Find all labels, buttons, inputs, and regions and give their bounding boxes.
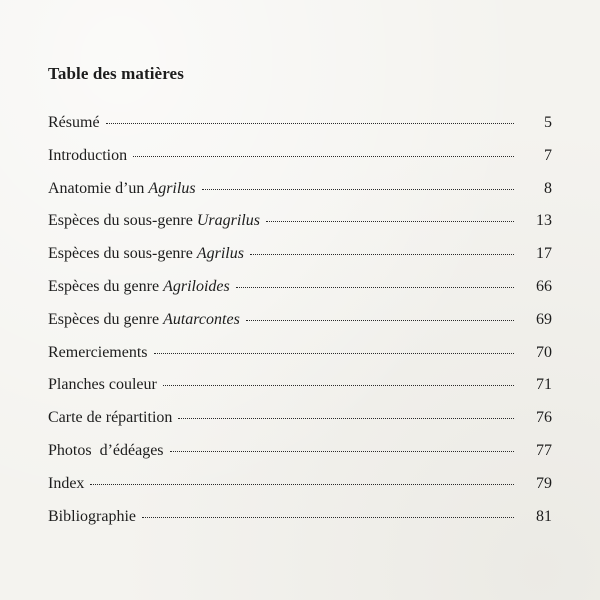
toc-entry-page: 69 [536, 310, 552, 328]
toc-entry-page: 17 [536, 245, 552, 263]
toc-entry-text: Espèces du sous-genre [48, 245, 197, 263]
toc-entry-text: Bibliographie [48, 507, 136, 525]
toc-entry [48, 244, 552, 277]
toc-list [48, 113, 552, 539]
toc-entry [48, 211, 552, 244]
dot-leader [170, 451, 514, 452]
dot-leader [250, 254, 514, 255]
toc-entry-page: 13 [536, 212, 552, 230]
toc-entry-label [48, 211, 260, 231]
toc-entry-page: 5 [544, 114, 552, 131]
dot-leader [163, 385, 514, 386]
toc-entry [48, 343, 552, 376]
toc-entry-page: 7 [544, 146, 552, 164]
toc-entry-label [48, 146, 127, 166]
toc-entry [48, 146, 552, 179]
toc-entry-text: Introduction [48, 146, 128, 164]
toc-entry-text: Index [48, 474, 85, 492]
toc-title: Table des matières [48, 64, 184, 83]
toc-entry-page: 81 [536, 507, 552, 525]
toc-entry-label [48, 408, 172, 428]
dot-leader [266, 221, 514, 222]
dot-leader [142, 517, 514, 518]
toc-entry [48, 441, 552, 474]
toc-entry-page: 77 [536, 441, 552, 459]
toc-entry-label [48, 507, 136, 527]
toc-entry-label [48, 310, 240, 330]
toc-entry-page: 66 [536, 277, 552, 295]
toc-entry-label [48, 179, 196, 199]
toc-entry-text: Espèces du genre [48, 277, 164, 295]
toc-entry-page: 76 [536, 409, 552, 427]
toc-entry-genus: Agrilus [196, 245, 244, 263]
toc-entry-text: Espèces du sous-genre [48, 212, 197, 230]
toc-entry-label [48, 244, 244, 264]
dot-leader [236, 287, 514, 288]
toc-entry-label [48, 113, 100, 133]
toc-entry-page: 8 [544, 179, 552, 197]
toc-entry [48, 277, 552, 310]
toc-entry-genus: Uragrilus [196, 212, 260, 230]
toc-entry-page: 70 [536, 343, 552, 361]
toc-entry-label [48, 375, 157, 395]
toc-entry-genus: Autarcontes [163, 310, 240, 328]
dot-leader [154, 353, 514, 354]
toc-entry-text: Espèces du genre [48, 310, 164, 328]
dot-leader [90, 484, 514, 485]
dot-leader [202, 189, 514, 190]
toc-entry-text: Remerciements [48, 343, 148, 361]
toc-entry [48, 113, 552, 146]
toc-entry-genus: Agrilus [148, 179, 196, 197]
toc-entry-page: 71 [536, 376, 552, 394]
dot-leader [133, 156, 514, 157]
toc-entry-text: Carte de répartition [48, 409, 173, 427]
toc-entry-page: 79 [536, 474, 552, 492]
toc-entry-text: Anatomie d’un [48, 179, 149, 197]
toc-entry-label [48, 277, 230, 297]
toc-entry [48, 375, 552, 408]
dot-leader [246, 320, 514, 321]
toc-entry-label [48, 474, 84, 494]
toc-entry-label [48, 343, 148, 363]
toc-entry [48, 474, 552, 507]
toc-entry-text: Photos d’édéages [48, 441, 164, 459]
toc-entry [48, 310, 552, 343]
toc-entry [48, 507, 552, 540]
toc-entry-genus: Agriloides [163, 277, 230, 295]
toc-entry-label [48, 441, 164, 461]
toc-entry [48, 408, 552, 441]
dot-leader [106, 123, 514, 124]
toc-entry-text: Résumé [48, 114, 100, 131]
dot-leader [178, 418, 514, 419]
toc-entry [48, 179, 552, 212]
toc-entry-text: Planches couleur [48, 376, 157, 394]
